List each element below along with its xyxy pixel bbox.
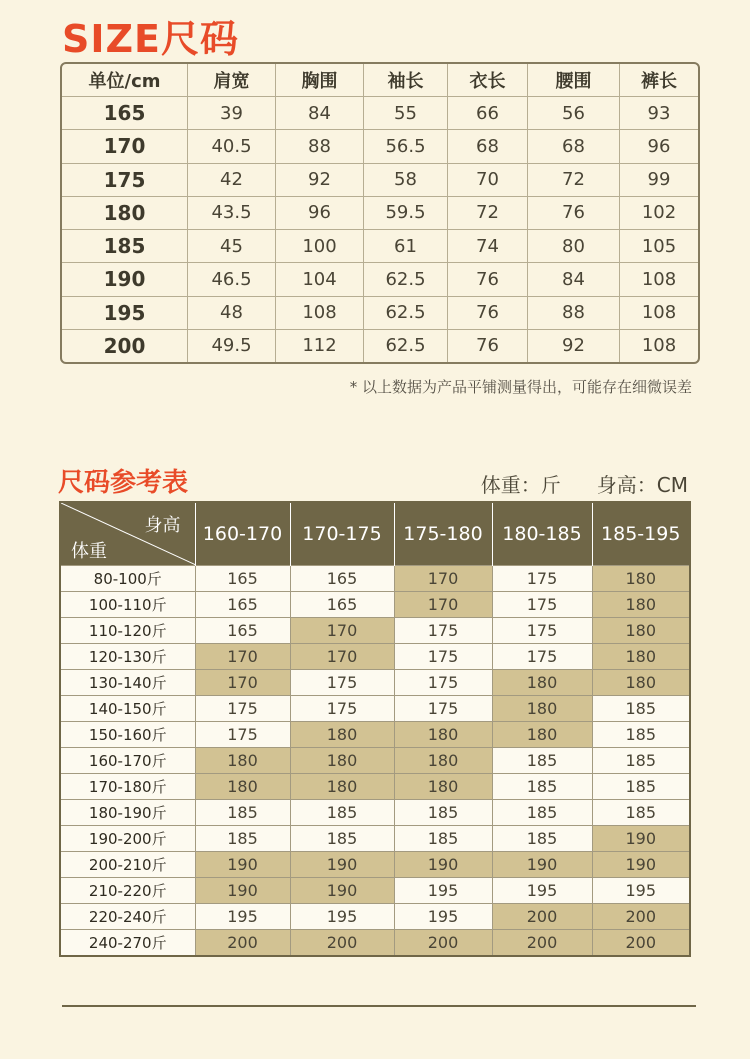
recommended-size-cell: 200: [492, 930, 592, 957]
bottom-divider: [62, 1005, 696, 1007]
recommended-size-cell: 180: [394, 748, 492, 774]
measurement-cell: 66: [448, 97, 528, 130]
measurement-cell: 104: [276, 263, 364, 296]
size-reference-title: 尺码参考表: [58, 468, 189, 498]
measurement-cell: 68: [448, 130, 528, 163]
weight-range-cell: 160-170斤: [60, 748, 195, 774]
size-table-row: [62, 130, 698, 163]
recommended-size-cell: 200: [592, 904, 690, 930]
measurement-cell: 93: [620, 97, 698, 130]
weight-unit-label: 体重：斤: [480, 473, 561, 497]
recommended-size-cell: 190: [394, 852, 492, 878]
size-table-header-cell: 袖长: [364, 64, 448, 97]
recommended-size-cell: 165: [195, 618, 290, 644]
measurement-cell: 92: [276, 164, 364, 197]
measurement-cell: 61: [364, 230, 448, 263]
measurement-cell: 76: [448, 297, 528, 330]
measurement-cell: 62.5: [364, 297, 448, 330]
recommended-size-cell: 170: [290, 644, 394, 670]
reference-row: [60, 748, 690, 774]
weight-range-cell: 210-220斤: [60, 878, 195, 904]
size-table-header-row: [62, 64, 698, 97]
recommended-size-cell: 185: [195, 800, 290, 826]
recommended-size-cell: 195: [394, 878, 492, 904]
corner-height-label: 身高: [144, 515, 181, 536]
weight-range-cell: 110-120斤: [60, 618, 195, 644]
recommended-size-cell: 170: [394, 566, 492, 592]
recommended-size-cell: 195: [592, 878, 690, 904]
recommended-size-cell: 190: [290, 852, 394, 878]
measurement-cell: 100: [276, 230, 364, 263]
recommended-size-cell: 200: [592, 930, 690, 957]
measurement-cell: 62.5: [364, 263, 448, 296]
recommended-size-cell: 180: [592, 670, 690, 696]
size-table-row: [62, 230, 698, 263]
recommended-size-cell: 175: [394, 618, 492, 644]
weight-range-cell: 130-140斤: [60, 670, 195, 696]
recommended-size-cell: 175: [195, 722, 290, 748]
height-range-header: 180-185: [492, 502, 592, 566]
recommended-size-cell: 185: [394, 800, 492, 826]
recommended-size-cell: 175: [492, 566, 592, 592]
recommended-size-cell: 185: [492, 800, 592, 826]
recommended-size-cell: 185: [492, 826, 592, 852]
recommended-size-cell: 175: [492, 618, 592, 644]
size-table-row: [62, 297, 698, 330]
measurement-cell: 48: [188, 297, 276, 330]
size-table-row: [62, 263, 698, 296]
recommended-size-cell: 175: [290, 670, 394, 696]
size-table-row: [62, 97, 698, 130]
recommended-size-cell: 180: [290, 748, 394, 774]
recommended-size-cell: 190: [492, 852, 592, 878]
recommended-size-cell: 190: [195, 878, 290, 904]
reference-table-header-row: [60, 502, 690, 566]
measurement-cell: 108: [641, 335, 677, 357]
recommended-size-cell: 175: [492, 592, 592, 618]
size-table-row: [62, 197, 698, 230]
recommended-size-cell: 180: [592, 644, 690, 670]
weight-range-cell: 200-210斤: [60, 852, 195, 878]
measurement-cell: 96: [276, 197, 364, 230]
size-label-cell: 170: [62, 130, 188, 163]
recommended-size-cell: 190: [290, 878, 394, 904]
weight-range-cell: 140-150斤: [60, 696, 195, 722]
recommended-size-cell: 175: [394, 670, 492, 696]
measurement-note: * 以上数据为产品平铺测量得出，可能存在细微误差: [349, 378, 692, 396]
recommended-size-cell: 200: [195, 930, 290, 957]
recommended-size-cell: 180: [195, 748, 290, 774]
recommended-size-cell: 165: [195, 566, 290, 592]
recommended-size-cell: 175: [195, 696, 290, 722]
recommended-size-cell: 185: [592, 774, 690, 800]
size-label-cell: 180: [62, 197, 188, 230]
reference-row: [60, 722, 690, 748]
recommended-size-cell: 170: [394, 592, 492, 618]
recommended-size-cell: 165: [290, 592, 394, 618]
measurement-cell: 72: [528, 164, 620, 197]
measurement-cell: 43.5: [188, 197, 276, 230]
weight-range-cell: 180-190斤: [60, 800, 195, 826]
weight-range-cell: 120-130斤: [60, 644, 195, 670]
recommended-size-cell: 185: [592, 748, 690, 774]
height-range-header: 160-170: [195, 502, 290, 566]
weight-range-cell: 170-180斤: [60, 774, 195, 800]
measurement-cell: 45: [188, 230, 276, 263]
recommended-size-cell: 180: [394, 774, 492, 800]
recommended-size-cell: 195: [290, 904, 394, 930]
measurement-cell: 108: [620, 297, 698, 330]
recommended-size-cell: 185: [290, 800, 394, 826]
recommended-size-cell: 195: [492, 878, 592, 904]
height-range-header: 185-195: [592, 502, 690, 566]
measurement-cell: 46.5: [188, 263, 276, 296]
recommended-size-cell: 190: [592, 852, 690, 878]
recommended-size-cell: 180: [492, 696, 592, 722]
measurement-cell: 76: [448, 330, 528, 362]
recommended-size-cell: 175: [492, 644, 592, 670]
measurement-cell: 59.5: [364, 197, 448, 230]
recommended-size-cell: 180: [492, 722, 592, 748]
size-label-cell: 175: [62, 164, 188, 197]
measurement-cell: 74: [448, 230, 528, 263]
reference-row: [60, 644, 690, 670]
measurement-cell: 88: [276, 130, 364, 163]
weight-range-cell: 240-270斤: [60, 930, 195, 957]
weight-range-cell: 220-240斤: [60, 904, 195, 930]
recommended-size-cell: 185: [290, 826, 394, 852]
measurement-cell: 62.5: [364, 330, 448, 362]
size-measurement-table: [60, 62, 700, 364]
measurement-cell: 76: [528, 197, 620, 230]
recommended-size-cell: 165: [195, 592, 290, 618]
recommended-size-cell: 180: [592, 592, 690, 618]
recommended-size-cell: 175: [394, 696, 492, 722]
recommended-size-cell: 180: [290, 774, 394, 800]
recommended-size-cell: 180: [394, 722, 492, 748]
reference-row: [60, 696, 690, 722]
measurement-cell: 76: [448, 263, 528, 296]
recommended-size-cell: 185: [592, 800, 690, 826]
reference-row: [60, 670, 690, 696]
recommended-size-cell: 195: [394, 904, 492, 930]
measurement-cell: 68: [528, 130, 620, 163]
measurement-cell: 55: [364, 97, 448, 130]
weight-range-cell: 150-160斤: [60, 722, 195, 748]
height-range-header: 170-175: [290, 502, 394, 566]
reference-row: [60, 826, 690, 852]
recommended-size-cell: 185: [592, 722, 690, 748]
height-range-header: 175-180: [394, 502, 492, 566]
measurement-cell: 49.5: [188, 330, 276, 362]
measurement-cell: 56.5: [364, 130, 448, 163]
recommended-size-cell: 185: [492, 774, 592, 800]
size-label-cell: 200: [62, 330, 188, 362]
measurement-cell: 96: [620, 130, 698, 163]
size-label-cell: 190: [62, 263, 188, 296]
recommended-size-cell: 185: [492, 748, 592, 774]
size-table-row: [62, 164, 698, 197]
reference-row: [60, 774, 690, 800]
recommended-size-cell: 185: [195, 826, 290, 852]
measurement-cell: 56: [528, 97, 620, 130]
measurement-cell: 105: [620, 230, 698, 263]
recommended-size-cell: 165: [290, 566, 394, 592]
reference-row: [60, 592, 690, 618]
recommended-size-cell: 185: [592, 696, 690, 722]
measurement-cell: 108: [276, 297, 364, 330]
reference-row: [60, 904, 690, 930]
measurement-cell: 72: [448, 197, 528, 230]
measurement-cell: 92: [528, 330, 620, 362]
recommended-size-cell: 200: [290, 930, 394, 957]
size-label-cell: 185: [62, 230, 188, 263]
units-legend: [445, 469, 688, 498]
recommended-size-cell: 180: [592, 566, 690, 592]
recommended-size-cell: 175: [290, 696, 394, 722]
size-table-row: [62, 330, 698, 362]
recommended-size-cell: 185: [394, 826, 492, 852]
recommended-size-cell: 200: [394, 930, 492, 957]
reference-row: [60, 878, 690, 904]
measurement-cell: 102: [620, 197, 698, 230]
measurement-cell: 84: [528, 263, 620, 296]
size-title: SIZE尺码: [62, 17, 240, 61]
corner-weight-label: 体重: [71, 541, 107, 562]
size-table-header-cell: 胸围: [276, 64, 364, 97]
corner-header-cell: [60, 502, 195, 566]
measurement-cell: 108: [620, 263, 698, 296]
size-label-cell: 165: [62, 97, 188, 130]
reference-row: [60, 852, 690, 878]
recommended-size-cell: 190: [592, 826, 690, 852]
measurement-cell: 39: [188, 97, 276, 130]
measurement-cell: 42: [188, 164, 276, 197]
size-table-header-cell: 单位/cm: [62, 64, 188, 97]
measurement-cell: 99: [620, 164, 698, 197]
size-table-header-cell: 衣长: [448, 64, 528, 97]
size-reference-table: [59, 501, 691, 957]
measurement-cell: 84: [276, 97, 364, 130]
recommended-size-cell: 175: [394, 644, 492, 670]
recommended-size-cell: 180: [195, 774, 290, 800]
recommended-size-cell: 180: [592, 618, 690, 644]
size-table-header-cell: 肩宽: [188, 64, 276, 97]
recommended-size-cell: 170: [195, 670, 290, 696]
size-label-cell: 195: [62, 297, 188, 330]
height-unit-label: 身高：CM: [596, 473, 688, 497]
measurement-cell: 88: [528, 297, 620, 330]
recommended-size-cell: 180: [290, 722, 394, 748]
weight-range-cell: 190-200斤: [60, 826, 195, 852]
reference-row: [60, 618, 690, 644]
recommended-size-cell: 190: [195, 852, 290, 878]
reference-row: [60, 800, 690, 826]
weight-range-cell: 100-110斤: [60, 592, 195, 618]
weight-range-cell: 80-100斤: [60, 566, 195, 592]
measurement-cell: 112: [276, 330, 364, 362]
recommended-size-cell: 170: [290, 618, 394, 644]
recommended-size-cell: 170: [195, 644, 290, 670]
measurement-cell: 70: [448, 164, 528, 197]
size-table-header-cell: 裤长: [620, 64, 698, 97]
reference-row: [60, 566, 690, 592]
recommended-size-cell: 180: [492, 670, 592, 696]
size-table-header-cell: 腰围: [528, 64, 620, 97]
measurement-cell: 58: [364, 164, 448, 197]
reference-row: [60, 930, 690, 957]
measurement-cell: 80: [528, 230, 620, 263]
recommended-size-cell: 200: [492, 904, 592, 930]
measurement-cell: 40.5: [188, 130, 276, 163]
recommended-size-cell: 195: [195, 904, 290, 930]
